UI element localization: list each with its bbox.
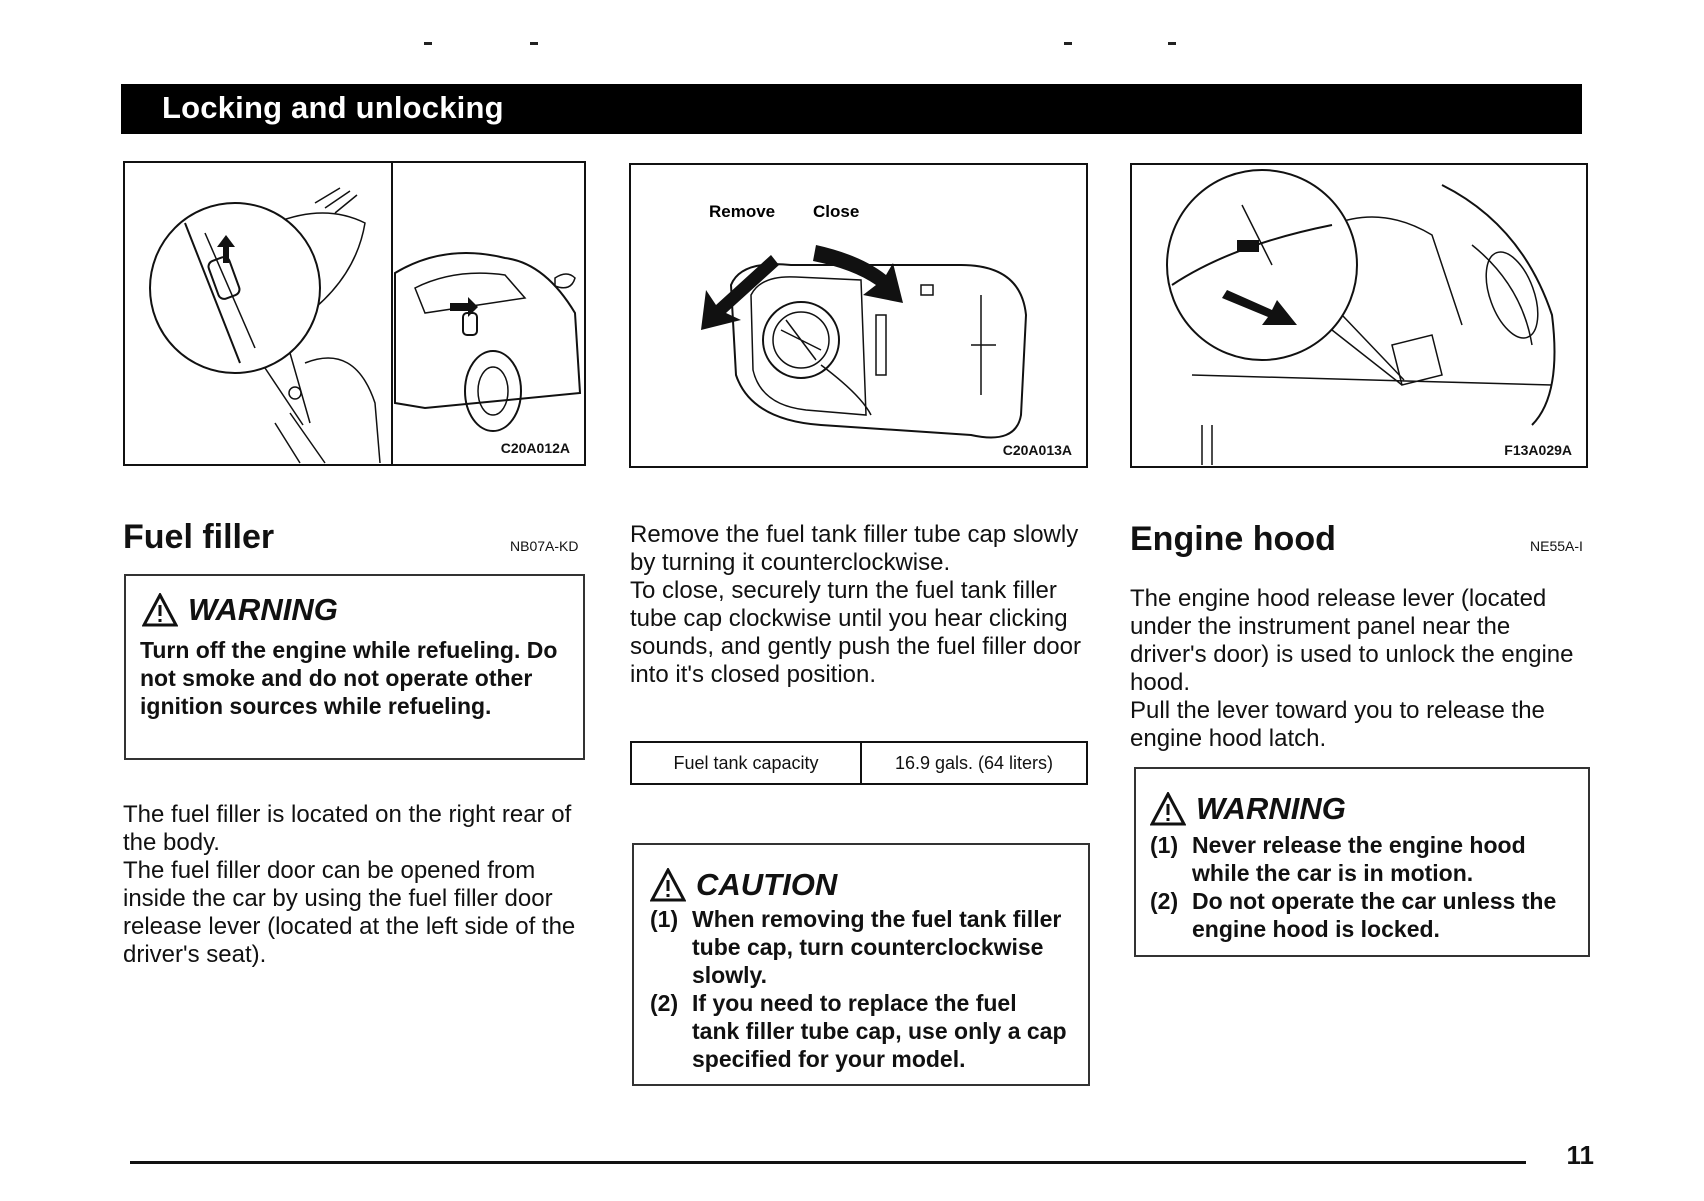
scan-mark — [1168, 42, 1176, 45]
table-cell-label: Fuel tank capacity — [631, 742, 861, 784]
scan-mark — [1064, 42, 1072, 45]
fuel-cap-illustration — [631, 165, 1086, 466]
list-item — [650, 989, 1070, 1073]
paragraph: The fuel filler is located on the right rear of the body. — [123, 801, 572, 856]
fuel-filler-warning-box — [124, 574, 585, 760]
scan-mark — [530, 42, 538, 45]
engine-hood-body — [1130, 585, 1592, 753]
fuel-filler-lever-figure — [123, 161, 586, 466]
list-item — [650, 905, 1070, 989]
list-number: (2) — [650, 990, 679, 1016]
warning-heading — [142, 592, 338, 628]
fuel-cap-caution-box — [632, 843, 1090, 1086]
paragraph: Pull the lever toward you to release the engine hood latch. — [1130, 697, 1545, 752]
page-title: Locking and unlocking — [162, 90, 504, 125]
page-number: 11 — [1566, 1140, 1594, 1170]
figure-code: C20A012A — [500, 440, 570, 456]
fuel-cap-instructions — [630, 521, 1092, 689]
section-header-bar — [121, 84, 1582, 134]
list-text: Never release the engine hood while the car is in motion. — [1192, 832, 1526, 886]
warning-heading-text: WARNING — [1196, 791, 1346, 826]
scan-mark — [424, 42, 432, 45]
engine-hood-code: NE55A-I — [1530, 538, 1583, 554]
caution-list — [650, 905, 1070, 1073]
fuel-filler-code: NB07A-KD — [510, 538, 579, 554]
list-text: When removing the fuel tank filler tube cap, turn counterclockwise slowly. — [692, 906, 1062, 988]
remove-label: Remove — [709, 202, 776, 221]
close-label: Close — [813, 202, 860, 221]
engine-hood-warning-box — [1134, 767, 1590, 957]
fuel-capacity-table — [630, 741, 1088, 785]
paragraph: Remove the fuel tank filler tube cap slowly by turning it counterclockwise. — [630, 521, 1079, 576]
caution-heading — [650, 867, 837, 903]
hood-release-figure — [1130, 163, 1588, 468]
paragraph: The engine hood release lever (located under the instrument panel near the driver's door) is used to unlock the engine hood. — [1130, 585, 1574, 696]
warning-triangle-icon — [142, 593, 178, 627]
list-item — [1150, 887, 1570, 943]
paragraph: The fuel filler door can be opened from inside the car by using the fuel filler door release lever (located at the left side of the driver's seat). — [123, 857, 576, 968]
footer-rule — [130, 1161, 1526, 1164]
warning-triangle-icon — [1150, 792, 1186, 826]
list-number: (1) — [1150, 832, 1179, 858]
fuel-cap-figure — [629, 163, 1088, 468]
warning-list — [1150, 831, 1570, 943]
hood-release-illustration — [1132, 165, 1586, 466]
list-item — [1150, 831, 1570, 887]
engine-hood-title: Engine hood — [1130, 520, 1336, 558]
warning-heading-text: WARNING — [188, 592, 338, 627]
caution-heading-text: CAUTION — [696, 867, 838, 902]
list-number: (2) — [1150, 888, 1179, 914]
warning-triangle-icon — [650, 868, 686, 902]
fuel-filler-lever-illustration — [125, 163, 584, 464]
warning-heading — [1150, 791, 1346, 827]
paragraph: To close, securely turn the fuel tank filler tube cap clockwise until you hear clicking sounds, and gently push the fuel filler door into it's closed position. — [630, 577, 1081, 688]
warning-text: Turn off the engine while refueling. Do not smoke and do not operate other ignition sources while refueling. — [140, 637, 558, 719]
fuel-filler-body — [123, 801, 588, 969]
figure-code: F13A029A — [1504, 442, 1572, 458]
list-number: (1) — [650, 906, 679, 932]
fuel-filler-title: Fuel filler — [123, 518, 275, 556]
table-row — [631, 742, 1087, 784]
list-text: If you need to replace the fuel tank filler tube cap, use only a cap specified for your model. — [692, 990, 1067, 1072]
list-text: Do not operate the car unless the engine hood is locked. — [1192, 888, 1557, 942]
table-cell-value: 16.9 gals. (64 liters) — [861, 742, 1087, 784]
figure-code: C20A013A — [1002, 442, 1072, 458]
